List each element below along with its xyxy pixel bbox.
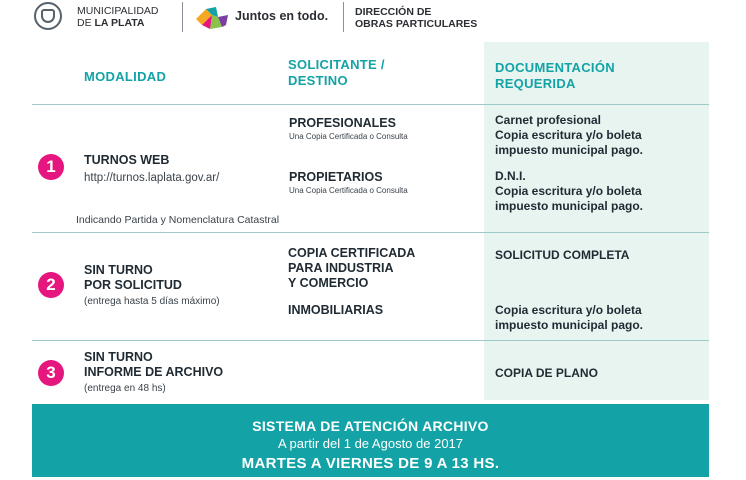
header-solicitante-line2: DESTINO [288, 73, 348, 88]
direccion-line1: DIRECCIÓN DE [355, 6, 432, 18]
page-header [0, 0, 746, 38]
municipalidad-line2: LA PLATA [94, 17, 145, 29]
modalidad-title [84, 350, 223, 380]
header-solicitante [288, 57, 385, 89]
solicitante-propietarios: PROPIETARIOS [289, 170, 383, 184]
juntos-en-todo-logo-icon [192, 5, 232, 33]
header-modalidad: MODALIDAD [84, 69, 167, 84]
row-divider [32, 340, 709, 341]
modalidad-title-line1: SIN TURNO [84, 350, 153, 364]
turnos-url-link[interactable]: http://turnos.laplata.gov.ar/ [84, 172, 220, 184]
header-solicitante-line1: SOLICITANTE / [288, 57, 385, 72]
header-documentacion-line1: DOCUMENTACIÓN [495, 60, 615, 75]
modalidad-title-line2: INFORME DE ARCHIVO [84, 365, 224, 379]
header-documentacion-line2: REQUERIDA [495, 76, 576, 91]
la-plata-seal-icon [34, 2, 62, 30]
municipalidad-label [77, 5, 158, 29]
doc-line: Copia escritura y/o boleta [495, 128, 642, 142]
footer-date: A partir del 1 de Agosto de 2017 [277, 436, 464, 451]
doc-line: Copia escritura y/o boleta [495, 303, 642, 317]
solicitante-profesionales: PROFESIONALES [289, 116, 396, 130]
doc-line: Copia escritura y/o boleta [495, 184, 642, 198]
doc-line: D.N.I. [495, 169, 526, 183]
solicitante-line: PARA INDUSTRIA [288, 261, 394, 275]
row-divider [32, 232, 709, 233]
modalidad-note: Indicando Partida y Nomenclatura Catastral [76, 214, 280, 226]
header-divider-2 [343, 2, 344, 32]
footer-title: SISTEMA DE ATENCIÓN ARCHIVO [252, 418, 489, 434]
modalidad-note: (entrega en 48 hs) [84, 383, 166, 394]
municipalidad-de: DE [77, 17, 92, 29]
solicitante-copia-certificada [288, 246, 415, 291]
solicitante-inmobiliarias: INMOBILIARIAS [288, 303, 384, 317]
solicitante-propietarios-sub: Una Copia Certificada o Consulta [289, 186, 408, 195]
direccion-label [355, 6, 477, 30]
modalidad-title [84, 263, 182, 293]
modalidad-title-line2: POR SOLICITUD [84, 278, 182, 292]
slogan-text: Juntos en todo. [235, 9, 329, 23]
modalidad-note: (entrega hasta 5 días máximo) [84, 296, 220, 307]
municipalidad-line1: MUNICIPALIDAD [77, 5, 159, 17]
row-number-badge: 2 [38, 272, 64, 298]
solicitante-profesionales-sub: Una Copia Certificada o Consulta [289, 132, 408, 141]
doc-line: impuesto municipal pago. [495, 143, 644, 157]
modalidad-title: TURNOS WEB [84, 153, 170, 167]
row-divider [32, 104, 709, 105]
header-documentacion [495, 60, 615, 92]
row-number-badge: 3 [38, 360, 64, 386]
documentacion-column-bg [484, 42, 709, 400]
documentacion-copia-plano: COPIA DE PLANO [495, 366, 598, 380]
direccion-line2: OBRAS PARTICULARES [355, 18, 478, 30]
footer-schedule: MARTES A VIERNES DE 9 A 13 HS. [241, 455, 500, 472]
documentacion-profesionales [495, 113, 705, 158]
footer-banner [32, 404, 709, 477]
documentacion-solicitud: SOLICITUD COMPLETA [495, 248, 630, 262]
modalidad-title-line1: SIN TURNO [84, 263, 153, 277]
doc-line: Carnet profesional [495, 113, 602, 127]
documentacion-inmobiliarias [495, 303, 705, 333]
solicitante-line: COPIA CERTIFICADA [288, 246, 416, 260]
documentacion-propietarios [495, 169, 705, 214]
solicitante-line: Y COMERCIO [288, 276, 369, 290]
header-divider [182, 2, 183, 32]
row-number-badge: 1 [38, 154, 64, 180]
doc-line: impuesto municipal pago. [495, 318, 644, 332]
doc-line: impuesto municipal pago. [495, 199, 644, 213]
